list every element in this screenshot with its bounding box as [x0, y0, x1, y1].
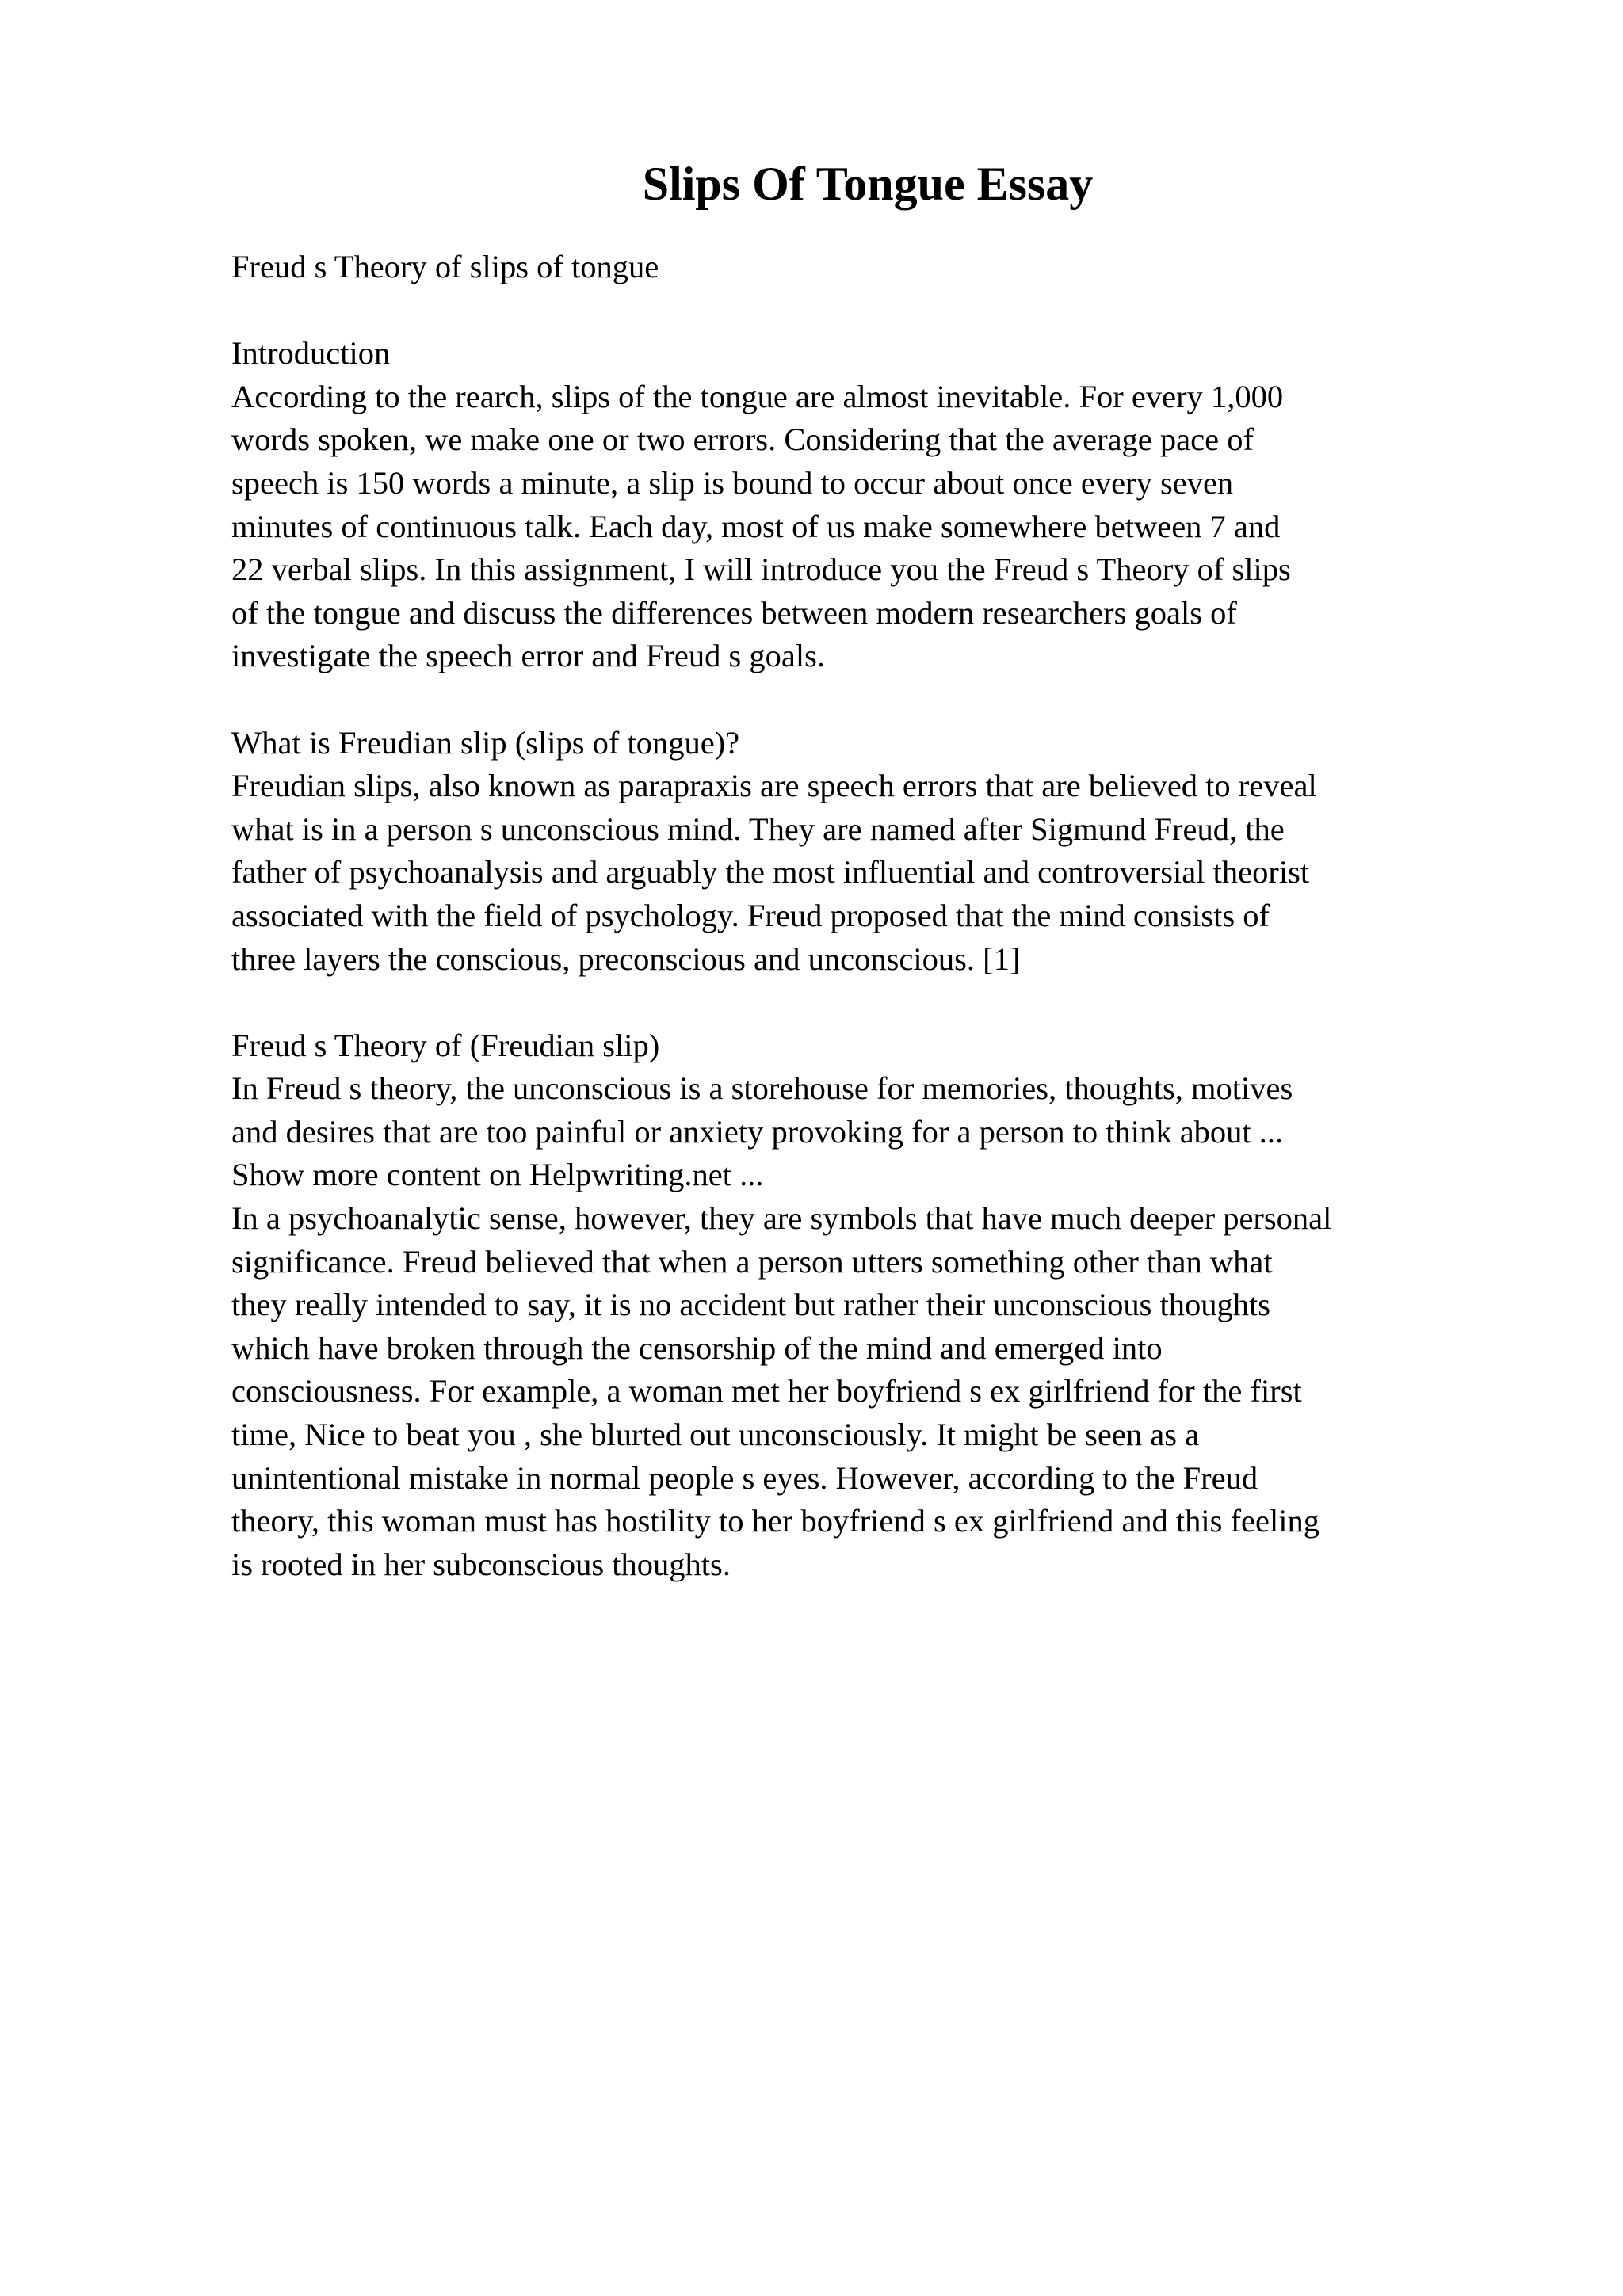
text-line: According to the rearch, slips of the tongue are almost inevitable. For every 1,000: [231, 378, 1284, 414]
text-line: of the tongue and discuss the differences between modern researchers goals of: [231, 594, 1237, 631]
text-line: and desires that are too painful or anxiety provoking for a person to think about ...: [231, 1113, 1284, 1150]
text-line: minutes of continuous talk. Each day, most of us make somewhere between 7 and: [231, 508, 1281, 544]
section-heading-freud-theory: Freud s Theory of (Freudian slip): [231, 1027, 660, 1063]
text-line: theory, this woman must has hostility to her boyfriend s ex girlfriend and this feeling: [231, 1503, 1320, 1539]
essay-body: [231, 246, 1547, 1586]
essay-heading: Freud s Theory of slips of tongue: [231, 249, 659, 284]
paragraph-spacer: [231, 289, 1547, 333]
text-line: Freudian slips, also known as parapraxis are speech errors that are believed to reveal: [231, 768, 1317, 804]
paragraph-spacer: [231, 678, 1547, 722]
text-line: three layers the conscious, preconscious and unconscious. [1]: [231, 940, 1021, 977]
text-line: time, Nice to beat you , she blurted out unconsciously. It might be seen as a: [231, 1417, 1200, 1453]
section-heading-freudian-slip: What is Freudian slip (slips of tongue)?: [231, 724, 740, 761]
paragraph-spacer: [231, 981, 1547, 1024]
text-line: 22 verbal slips. In this assignment, I will introduce you the Freud s Theory of slips: [231, 551, 1291, 588]
text-line: is rooted in her subconscious thoughts.: [231, 1546, 731, 1582]
text-line: which have broken through the censorship of the mind and emerged into: [231, 1329, 1163, 1366]
text-line: speech is 150 words a minute, a slip is bound to occur about once every seven: [231, 464, 1234, 501]
text-line: consciousness. For example, a woman met her boyfriend s ex girlfriend for the first: [231, 1373, 1302, 1409]
section-heading-introduction: Introduction: [231, 335, 391, 372]
text-line: unintentional mistake in normal people s eyes. However, according to the Freud: [231, 1459, 1258, 1496]
show-more-text: Show more content on Helpwriting.net ...: [231, 1157, 764, 1193]
text-line: associated with the field of psychology. Freud proposed that the mind consists of: [231, 897, 1270, 933]
text-line: words spoken, we make one or two errors. Considering that the average pace of: [231, 421, 1254, 458]
text-line: they really intended to say, it is no accident but rather their unconscious thoughts: [231, 1287, 1271, 1323]
text-line: father of psychoanalysis and arguably the most influential and controversial theorist: [231, 854, 1310, 891]
text-line: what is in a person s unconscious mind. They are named after Sigmund Freud, the: [231, 810, 1285, 847]
text-line: significance. Freud believed that when a person utters something other than what: [231, 1243, 1273, 1280]
text-line: In Freud s theory, the unconscious is a storehouse for memories, thoughts, motives: [231, 1070, 1293, 1107]
page-title: Slips Of Tongue Essay: [642, 158, 1094, 210]
text-line: In a psychoanalytic sense, however, they are symbols that have much deeper personal: [231, 1200, 1332, 1237]
text-line: investigate the speech error and Freud s goals.: [231, 638, 826, 674]
